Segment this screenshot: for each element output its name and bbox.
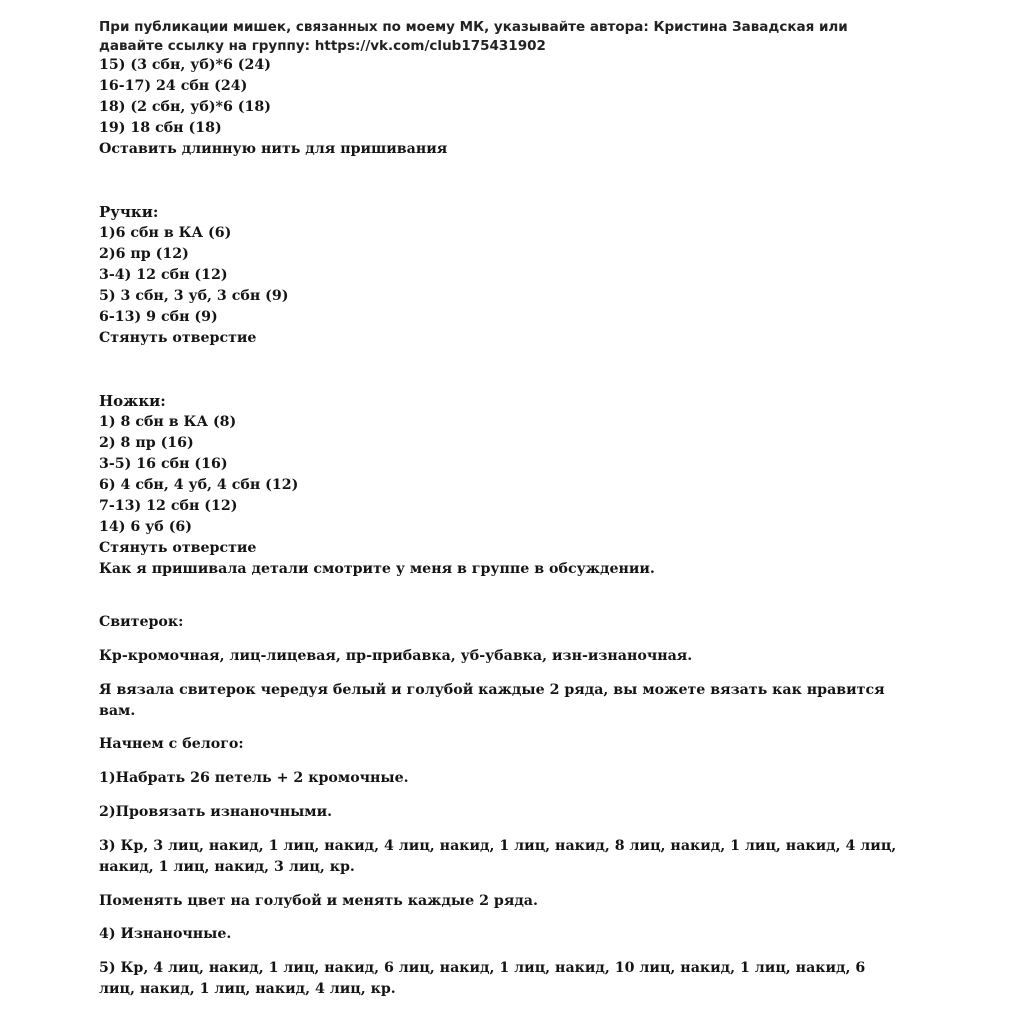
- legs-section: [99, 391, 899, 580]
- body-rows: [99, 55, 899, 160]
- pattern-row: 1) 8 сбн в КА (8): [99, 414, 237, 430]
- section-heading-arms: Ручки:: [99, 203, 159, 221]
- sweater-row-5: 5) Кр, 4 лиц, накид, 1 лиц, накид, 6 лиц, накид, 1 лиц, накид, 10 лиц, накид, 1 лиц, накид, 6 лиц, накид, 1 лиц, накид, 4 лиц, кр.: [99, 960, 866, 998]
- arms-section: [99, 202, 899, 349]
- pattern-row: 6) 4 сбн, 4 уб, 4 сбн (12): [99, 477, 299, 493]
- color-note-paragraph: Я вязала свитерок чередуя белый и голубой каждые 2 ряда, вы можете вязать как нравится вам.: [99, 681, 885, 719]
- pattern-row: 6-13) 9 сбн (9): [99, 309, 218, 325]
- pattern-note: Оставить длинную нить для пришивания: [99, 141, 448, 157]
- pattern-row: 2)6 пр (12): [99, 246, 189, 262]
- document-page: [99, 18, 899, 1013]
- start-note-paragraph: Начнем с белого:: [99, 736, 244, 753]
- pattern-row: 2) 8 пр (16): [99, 435, 194, 451]
- pattern-row: 18) (2 сбн, уб)*6 (18): [99, 99, 271, 115]
- pattern-note: Стянуть отверстие: [99, 540, 257, 556]
- pattern-row: 19) 18 сбн (18): [99, 120, 222, 136]
- sweater-row-1: 1)Набрать 26 петель + 2 кромочные.: [99, 770, 409, 787]
- pattern-note: Как я пришивала детали смотрите у меня в группе в обсуждении.: [99, 561, 655, 577]
- author-notice-line-1: При публикации мишек, связанных по моему МК, указывайте автора: Кристина Завадская или: [99, 19, 848, 35]
- author-notice-line-2: давайте ссылку на группу: https://vk.com/club175431902: [99, 37, 546, 54]
- section-heading-sweater: Свитерок:: [99, 614, 184, 630]
- pattern-row: 16-17) 24 сбн (24): [99, 78, 248, 94]
- pattern-row: 14) 6 уб (6): [99, 519, 192, 535]
- pattern-row: 3-5) 16 сбн (16): [99, 456, 228, 472]
- sweater-section: [99, 612, 899, 1000]
- pattern-row: 7-13) 12 сбн (12): [99, 498, 238, 514]
- pattern-row: 3-4) 12 сбн (12): [99, 267, 228, 283]
- sweater-row-2: 2)Провязать изнаночными.: [99, 803, 333, 820]
- sweater-row-3: 3) Кр, 3 лиц, накид, 1 лиц, накид, 4 лиц, накид, 1 лиц, накид, 8 лиц, накид, 1 лиц, накид, 4 лиц, накид, 1 лиц, накид, 3 лиц, кр.: [99, 837, 897, 875]
- abbreviations-paragraph: Кр-кромочная, лиц-лицевая, пр-прибавка, уб-убавка, изн-изнаночная.: [99, 647, 693, 664]
- author-notice: [99, 18, 899, 55]
- section-heading-legs: Ножки:: [99, 392, 166, 410]
- pattern-row: 5) 3 сбн, 3 уб, 3 сбн (9): [99, 288, 289, 304]
- pattern-row: 15) (3 сбн, уб)*6 (24): [99, 57, 271, 73]
- pattern-note: Стянуть отверстие: [99, 330, 257, 346]
- color-change-paragraph: Поменять цвет на голубой и менять каждые 2 ряда.: [99, 892, 538, 909]
- sweater-row-4: 4) Изнаночные.: [99, 926, 232, 943]
- pattern-row: 1)6 сбн в КА (6): [99, 225, 232, 241]
